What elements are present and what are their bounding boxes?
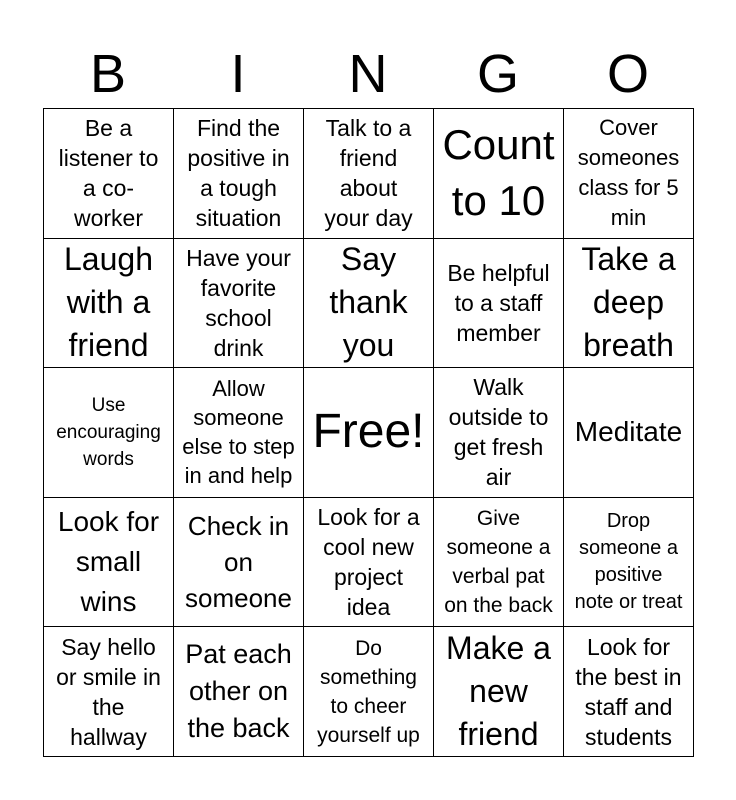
bingo-cell <box>434 368 564 498</box>
cell-text: Cover someones class for 5 min <box>577 115 680 231</box>
bingo-cell <box>304 109 434 239</box>
bingo-cell <box>304 627 434 757</box>
bingo-cell <box>174 627 304 757</box>
bingo-cell <box>564 239 694 369</box>
bingo-cell <box>174 239 304 369</box>
bingo-cell <box>564 627 694 757</box>
cell-text: Make a new friend <box>446 630 551 753</box>
header-letter-g: G <box>476 44 519 104</box>
bingo-cell <box>304 239 434 369</box>
cell-text: Laugh with a friend <box>64 241 153 364</box>
bingo-cell <box>434 627 564 757</box>
cell-text: Look for the best in staff and students <box>575 633 682 750</box>
bingo-cell <box>44 109 174 239</box>
cell-text: Talk to a friend about your day <box>324 115 413 232</box>
cell-text: Say thank you <box>329 241 408 364</box>
bingo-cell <box>434 498 564 628</box>
bingo-cell <box>564 498 694 628</box>
cell-text: Say hello or smile in the hallway <box>56 633 161 750</box>
cell-text: Give someone a verbal pat on the back <box>444 507 553 618</box>
cell-text: Check in on someone <box>185 511 292 614</box>
cell-text: Free! <box>312 405 425 459</box>
header-letter-b: B <box>89 44 127 104</box>
cell-text: Look for small wins <box>57 506 160 618</box>
bingo-cell <box>44 498 174 628</box>
header-letter-i: I <box>230 44 246 104</box>
bingo-cell <box>434 109 564 239</box>
cell-text: Take a deep breath <box>581 241 676 364</box>
bingo-grid <box>43 108 694 757</box>
cell-text: Allow someone else to step in and help <box>182 376 295 489</box>
bingo-cell <box>44 239 174 369</box>
cell-text: Count to 10 <box>442 121 555 225</box>
bingo-cell <box>434 239 564 369</box>
bingo-cell <box>304 498 434 628</box>
bingo-cell <box>44 368 174 498</box>
cell-text: Be a listener to a co- worker <box>58 115 159 232</box>
cell-text: Be helpful to a staff member <box>447 259 550 346</box>
bingo-cell <box>174 109 304 239</box>
bingo-cell-free <box>304 368 434 498</box>
cell-text: Drop someone a positive note or treat <box>574 510 683 614</box>
cell-text: Look for a cool new project idea <box>317 504 420 621</box>
cell-text: Find the positive in a tough situation <box>187 115 290 232</box>
header-letter-o: O <box>606 44 649 104</box>
header-letter-n: N <box>348 44 388 104</box>
bingo-cell <box>44 627 174 757</box>
cell-text: Use encouraging words <box>56 394 161 470</box>
cell-text: Walk outside to get fresh air <box>448 374 549 491</box>
bingo-cell <box>564 109 694 239</box>
bingo-cell <box>564 368 694 498</box>
cell-text: Meditate <box>574 416 683 448</box>
bingo-cell <box>174 498 304 628</box>
cell-text: Have your favorite school drink <box>186 244 291 361</box>
cell-text: Do something to cheer yourself up <box>317 636 420 747</box>
cell-text: Pat each other on the back <box>185 639 292 744</box>
bingo-header <box>43 40 693 108</box>
bingo-cell <box>174 368 304 498</box>
